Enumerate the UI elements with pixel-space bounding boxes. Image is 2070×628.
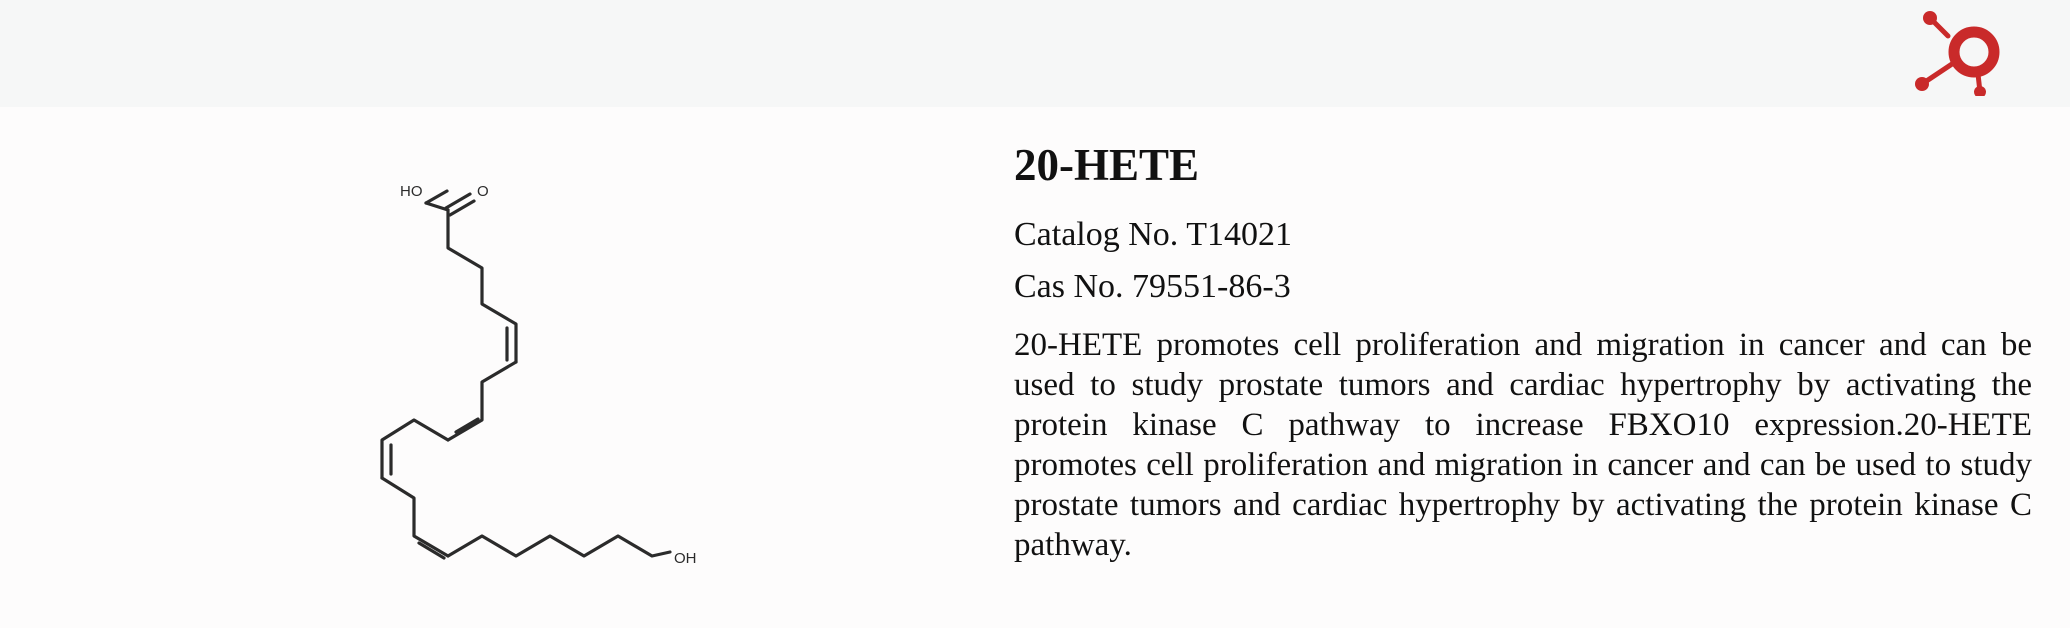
cas-number: Cas No. 79551-86-3 bbox=[1014, 268, 1291, 305]
product-description: 20-HETE promotes cell proliferation and migration in cancer and can be used to study prostate tumors and cardiac hypertrophy by activating the protein kinase C pathway to increase FBXO10 expression.20-HETE promotes cell proliferation and migration in cancer and can be used to study prostate tumors and cardiac hypertrophy by activating the protein kinase C pathway. bbox=[1014, 327, 2032, 563]
product-info bbox=[1014, 135, 2032, 565]
header-bar bbox=[0, 0, 2070, 107]
catalog-number: Catalog No. T14021 bbox=[1014, 216, 1292, 253]
chemical-structure bbox=[370, 170, 700, 585]
molecule-logo-icon[interactable] bbox=[1910, 6, 2010, 96]
atom-label-o: O bbox=[477, 183, 489, 200]
atom-label-ho: HO bbox=[400, 183, 423, 200]
atom-label-oh: OH bbox=[674, 550, 697, 567]
product-title: 20-HETE bbox=[1014, 140, 1200, 190]
